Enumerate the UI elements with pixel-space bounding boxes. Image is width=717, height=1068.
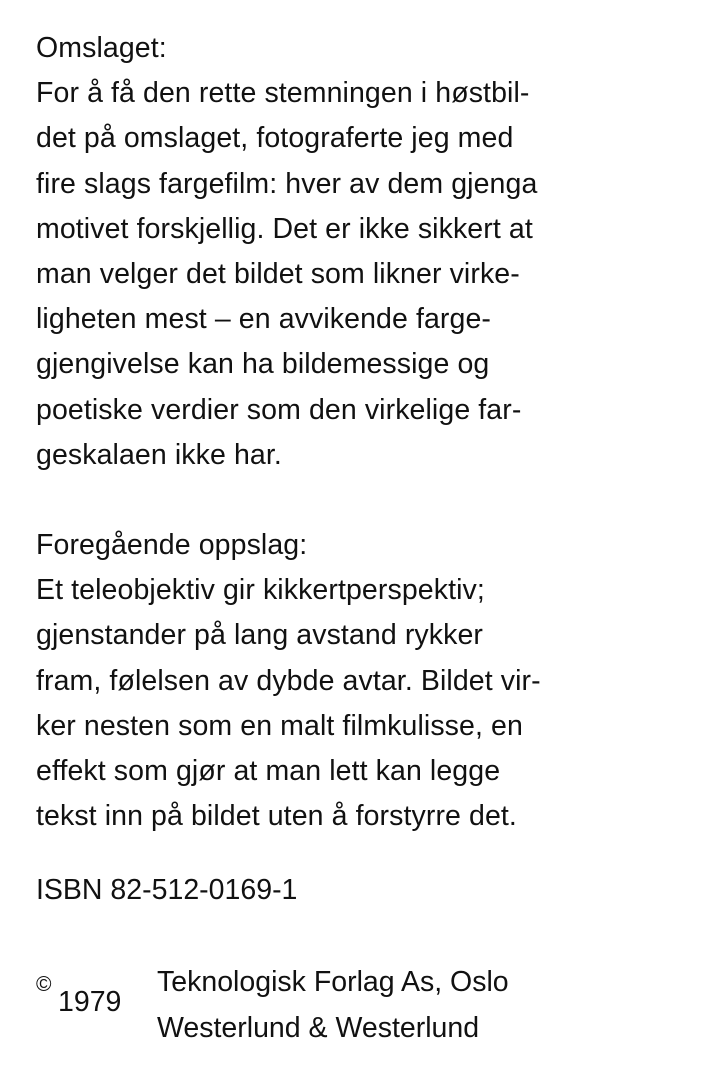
copyright-symbol: © [36, 973, 52, 996]
section-omslaget [36, 26, 696, 478]
section-spacer [36, 478, 696, 523]
section-heading: Omslaget: [36, 32, 167, 64]
copyright-year: 1979 [58, 986, 122, 1018]
body-line: motivet forskjellig. Det er ikke sikkert at [36, 212, 533, 245]
body-line: effekt som gjør at man lett kan legge [36, 755, 501, 788]
copyright-block [36, 960, 696, 1050]
section-foregaende-oppslag [36, 523, 696, 839]
body-line: tekst inn på bildet uten å forstyrre det. [36, 800, 517, 833]
publisher-line: Teknologisk Forlag As, Oslo [157, 966, 509, 998]
body-line: det på omslaget, fotograferte jeg med [36, 122, 514, 155]
body-line: fire slags fargefilm: hver av dem gjenga [36, 167, 538, 200]
publisher-info [157, 960, 509, 1051]
publisher-line: Westerlund & Westerlund [157, 1011, 480, 1044]
body-line: man velger det bildet som likner virke- [36, 258, 520, 291]
body-line: gjenstander på lang avstand rykker [36, 619, 484, 652]
body-line: ker nesten som en malt filmkulisse, en [36, 709, 523, 742]
body-line: For å få den rette stemningen i høstbil- [36, 77, 530, 110]
body-line: ligheten mest – en avvikende farge- [36, 303, 492, 336]
body-line: Et teleobjektiv gir kikkertperspektiv; [36, 574, 485, 607]
isbn-number: ISBN 82-512-0169-1 [36, 874, 298, 906]
document-page [36, 26, 696, 839]
body-line: geskalaen ikke har. [36, 438, 282, 471]
body-line: fram, følelsen av dybde avtar. Bildet vir- [36, 664, 541, 697]
body-line: poetiske verdier som den virkelige far- [36, 393, 522, 426]
section-heading: Foregående oppslag: [36, 529, 308, 562]
body-line: gjengivelse kan ha bildemessige og [36, 348, 490, 381]
